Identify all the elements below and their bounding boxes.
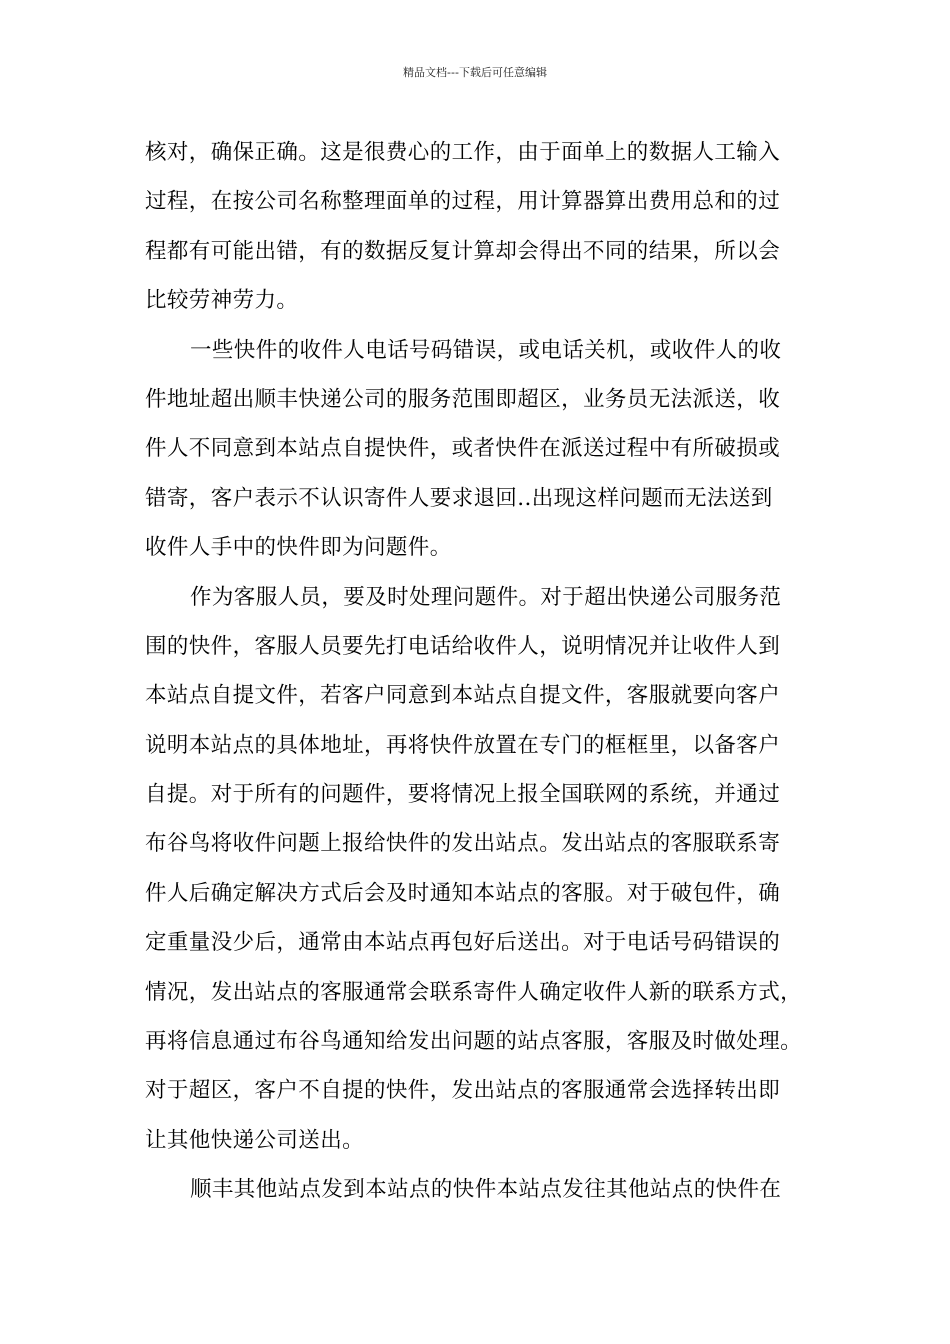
text-line: 自提。对于所有的问题件，要将情况上报全国联网的系统，并通过 (145, 782, 781, 808)
text-line: 本站点自提文件，若客户同意到本站点自提文件，客服就要向客户 (145, 683, 781, 709)
text-line: 程都有可能出错，有的数据反复计算却会得出不同的结果，所以会 (145, 238, 781, 264)
text-line: 情况，发出站点的客服通常会联系寄件人确定收件人新的联系方式， (145, 979, 803, 1005)
text-line: 围的快件，客服人员要先打电话给收件人，说明情况并让收件人到 (145, 633, 781, 659)
text-line: 定重量没少后，通常由本站点再包好后送出。对于电话号码错误的 (145, 930, 781, 956)
text-line: 核对，确保正确。这是很费心的工作，由于面单上的数据人工输入 (145, 140, 781, 165)
paragraph-first-line: 一些快件的收件人电话号码错误，或电话关机，或收件人的收 (190, 337, 782, 363)
text-line: 件人后确定解决方式后会及时通知本站点的客服。对于破包件，确 (145, 880, 781, 906)
text-line: 错寄，客户表示不认识寄件人要求退回..出现这样问题而无法送到 (145, 485, 773, 511)
text-line: 件地址超出顺丰快递公司的服务范围即超区，业务员无法派送，收 (145, 386, 781, 412)
page-header: 精品文档---下载后可任意编辑 (403, 66, 547, 79)
text-line: 件人不同意到本站点自提快件，或者快件在派送过程中有所破损或 (145, 436, 781, 462)
paragraph-first-line: 作为客服人员，要及时处理问题件。对于超出快递公司服务范 (190, 584, 782, 610)
text-line: 对于超区，客户不自提的快件，发出站点的客服通常会选择转出即 (145, 1078, 781, 1104)
text-line: 过程，在按公司名称整理面单的过程，用计算器算出费用总和的过 (145, 189, 781, 215)
paragraph-first-line: 顺丰其他站点发到本站点的快件本站点发往其他站点的快件在 (190, 1177, 782, 1203)
text-line: 收件人手中的快件即为问题件。 (145, 535, 452, 561)
text-line: 比较劳神劳力。 (145, 288, 299, 314)
text-line: 让其他快递公司送出。 (145, 1127, 365, 1153)
text-line: 布谷鸟将收件问题上报给快件的发出站点。发出站点的客服联系寄 (145, 831, 781, 857)
document-body (145, 128, 807, 1215)
text-line: 再将信息通过布谷鸟通知给发出问题的站点客服，客服及时做处理。 (145, 1029, 803, 1055)
text-line: 说明本站点的具体地址，再将快件放置在专门的框框里，以备客户 (145, 732, 781, 758)
